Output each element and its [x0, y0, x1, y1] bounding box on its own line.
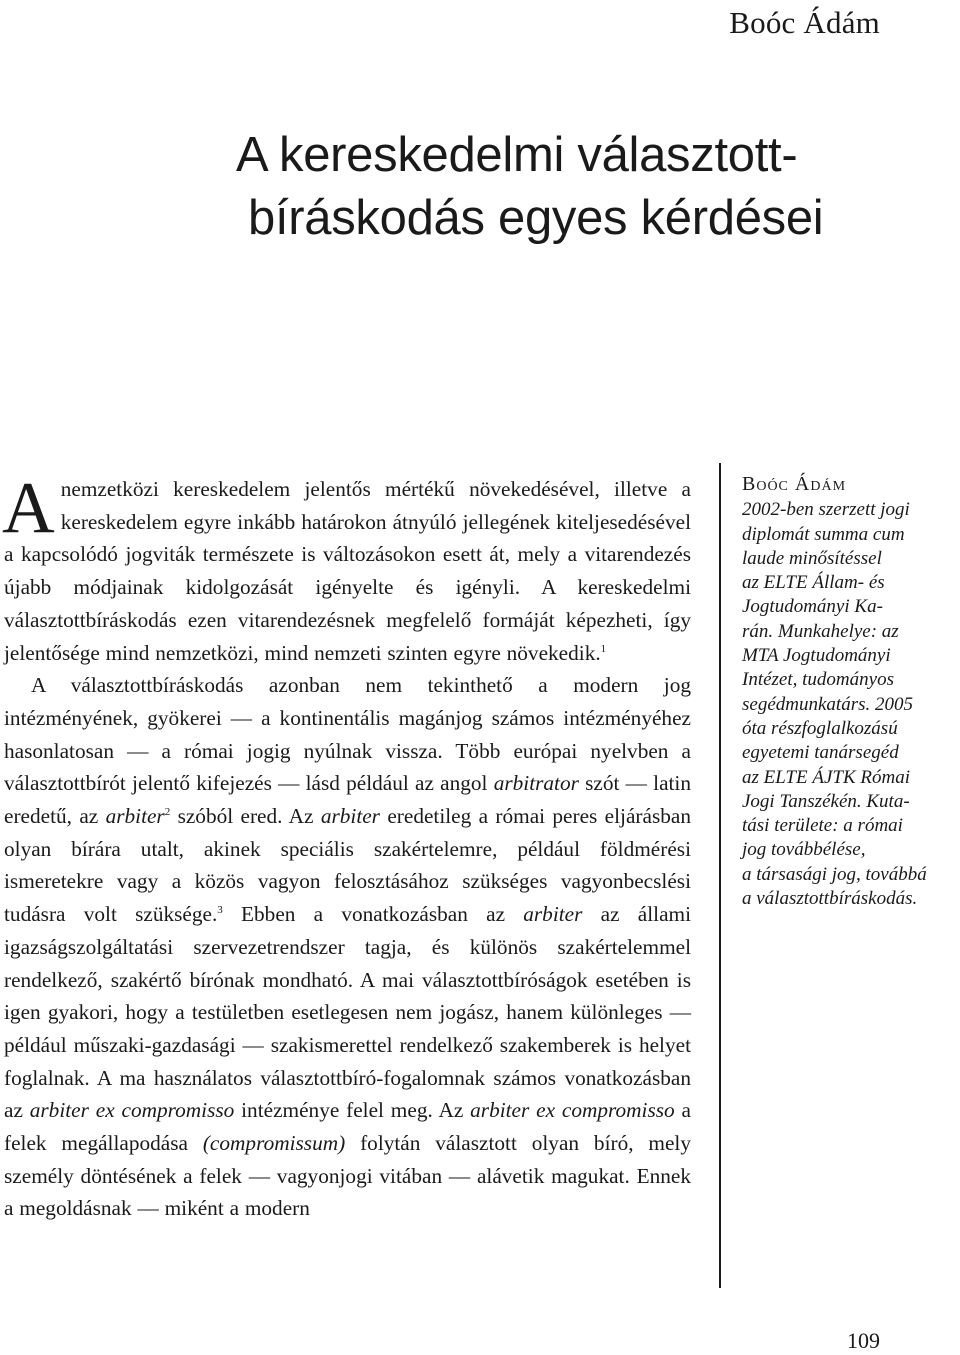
article-body	[2, 467, 692, 1225]
sidebar-line: a választottbíráskodás.	[742, 888, 918, 910]
sidebar-author-name: Boóc Ádám	[742, 473, 847, 495]
text-run: az állami igazságszolgáltatási szervezetrendszer tagja, és különös szakértelemmel rendelkező, szakértő bírónak mondható. A mai választottbíróságok esetében is igen gyakori, hogy a testületben esetlegesen nem jogász, hanem különleges — például műszaki-gazdasági — szakismerettel rendelkező szakemberek is helyet foglalnak. A ma használatos választottbíró-fogalomnak számos vonatkozásban az	[4, 902, 691, 1123]
column-divider	[719, 463, 721, 1288]
title-line-1: A kereskedelmi választott-	[236, 128, 798, 182]
paragraph-1-text: nemzetközi kereskedelem jelentős mértékű növekedésével, illetve a kereskedelem egyre inkább határokon átnyúló jellegének kiteljesedésével a kapcsolódó jogviták természete is változásokon esett át, mely a vitarendezés újabb módjainak kidolgozását igényelte és igényli. A kereskedelmi választottbíráskodás ezen vitarendezésnek megfelelő formáját képezheti, így jelentősége mind nemzetközi, mind nemzeti szinten egyre növekedik.	[4, 477, 691, 665]
italic-term: arbitrator	[493, 771, 579, 796]
sidebar-line: óta részfoglalkozású	[742, 717, 898, 739]
article-title	[236, 124, 916, 250]
italic-term: arbiter	[320, 804, 380, 829]
italic-term: arbiter	[105, 804, 165, 829]
sidebar-line: tási területe: a római	[742, 815, 903, 837]
paragraph-1	[2, 467, 691, 669]
text-run: intézménye felel meg. Az	[234, 1098, 471, 1123]
sidebar-line: laude minősítéssel	[742, 547, 882, 569]
italic-term: (compromissum)	[202, 1131, 346, 1156]
italic-term: arbiter	[523, 902, 583, 927]
running-header-author: Boóc Ádám	[729, 5, 880, 40]
text-run: folytán választott olyan bíró, mely személy döntésének a felek — vagyonjogi vitában — alávetik magukat. Ennek a megoldásnak — miként a modern	[4, 1131, 691, 1221]
sidebar-line: Intézet, tudományos	[742, 669, 894, 691]
footnote-ref-3[interactable]: 3	[217, 904, 223, 917]
sidebar-line: a társasági jog, továbbá	[742, 863, 927, 885]
text-run: szót — latin eredetű, az	[4, 771, 692, 829]
drop-cap: A	[2, 467, 55, 548]
sidebar-line: diplomát summa cum	[742, 523, 905, 545]
text-run: Ebben a vonatkozásban az	[222, 902, 524, 927]
paragraph-2	[4, 669, 691, 1225]
italic-term: arbiter ex compromisso	[29, 1098, 235, 1123]
sidebar-line: az ELTE ÁJTK Római	[742, 766, 910, 788]
sidebar-line: jog továbbélése,	[742, 839, 866, 861]
footnote-ref-1[interactable]: 1	[600, 642, 607, 655]
sidebar-line: Jogi Tanszékén. Kuta-	[742, 790, 910, 812]
footnote-ref-2[interactable]: 2	[164, 805, 171, 818]
sidebar-line: az ELTE Állam- és	[742, 572, 885, 594]
italic-term: arbiter ex compromisso	[470, 1098, 675, 1123]
text-run: a felek megállapodása	[4, 1098, 691, 1156]
sidebar-line: 2002-ben szerzett jogi	[742, 499, 910, 521]
sidebar-line: egyetemi tanársegéd	[742, 742, 899, 764]
sidebar-line: Jogtudományi Ka-	[742, 596, 883, 618]
text-run: eredetileg a római peres eljárásban olyan bírára utalt, akinek speciális szakértelemre, például földmérési ismeretekre vagy a közös vagyon felosztásához szükséges vagyonbecslési tudásra volt szüksége.	[4, 804, 691, 927]
text-run: szóból ered. Az	[170, 804, 321, 829]
title-line-2: bíráskodás egyes kérdései	[248, 191, 824, 245]
page-number: 109	[847, 1328, 880, 1353]
text-run: A választottbíráskodás azonban nem tekinthető a modern jog intézményének, gyökerei — a kontinentális magánjog számos intézményéhez hasonlatosan — a római jogig nyúlnak vissza. Több európai nyelvben a választottbírót jelentő kifejezés — lásd például az angol	[4, 673, 691, 796]
author-bio-sidebar	[742, 472, 958, 911]
sidebar-line: rán. Munkahelye: az	[742, 620, 899, 642]
sidebar-line: segédmunkatárs. 2005	[742, 693, 913, 715]
sidebar-line: MTA Jogtudományi	[742, 645, 891, 667]
